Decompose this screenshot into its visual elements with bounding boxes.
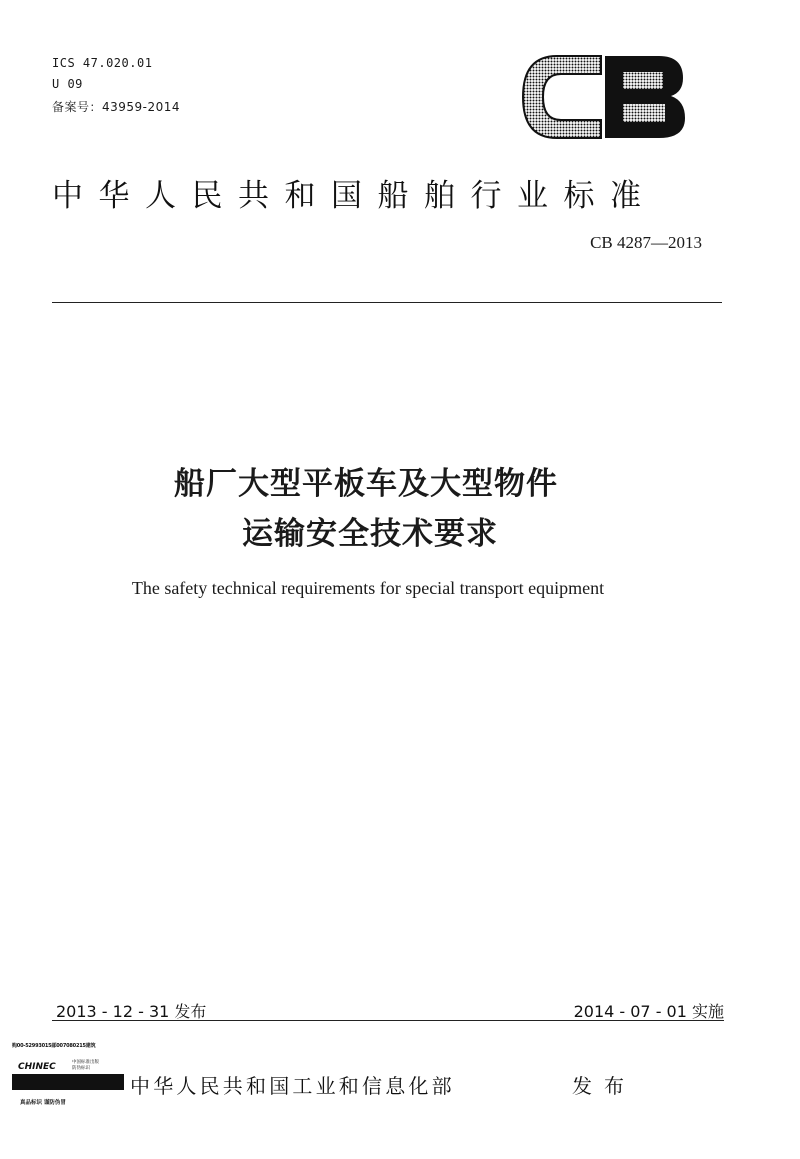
title-zh-line-1: 船厂大型平板车及大型物件 — [174, 466, 558, 502]
cb-logo-icon — [517, 48, 689, 146]
stamp-note-line-2: 防伪标识 — [72, 1066, 90, 1071]
bottom-divider — [52, 1020, 724, 1021]
stamp-note-line-1: 中国标准出版 — [72, 1060, 99, 1065]
standard-category: 中华人民共和国船舶行业标准 — [52, 178, 657, 214]
title-en: The safety technical requirements for special transport equipment — [131, 578, 605, 598]
stamp-note — [72, 1060, 99, 1072]
publish-verb: 发布 — [572, 1074, 636, 1098]
top-divider — [52, 302, 722, 303]
issue-date: 2013 - 12 - 31 发布 — [56, 1002, 207, 1021]
title-zh-line-2: 运输安全技术要求 — [242, 516, 498, 552]
stamp-bar — [12, 1074, 124, 1090]
ics-code: ICS 47.020.01 — [52, 56, 153, 70]
anti-counterfeit-stamp — [12, 1040, 124, 1108]
stamp-code: 购00-52993015邮007080215建筑 — [12, 1043, 96, 1049]
stamp-brand: CHINEC — [18, 1062, 56, 1072]
record-number: 备案号：43959-2014 — [52, 100, 181, 114]
publisher-name: 中华人民共和国工业和信息化部 — [130, 1074, 455, 1098]
standard-number: CB 4287—2013 — [590, 233, 702, 252]
classification-code: U 09 — [52, 77, 83, 91]
effective-date: 2014 - 07 - 01 实施 — [573, 1002, 724, 1021]
stamp-footer: 真品标识 谨防伪冒 — [20, 1100, 66, 1106]
